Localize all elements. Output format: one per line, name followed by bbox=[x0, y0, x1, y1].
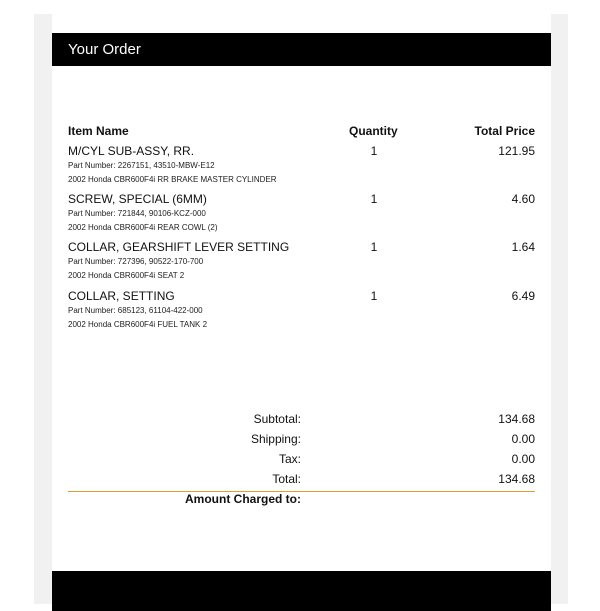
item-fitment: 2002 Honda CBR600F4i REAR COWL (2) bbox=[68, 223, 218, 232]
column-header-item-name: Item Name bbox=[68, 124, 129, 138]
item-part-number: Part Number: 721844, 90106-KCZ-000 bbox=[68, 209, 206, 218]
item-price: 4.60 bbox=[511, 192, 535, 206]
item-name: COLLAR, SETTING bbox=[68, 289, 175, 303]
order-header-bar bbox=[52, 33, 551, 66]
order-item-row bbox=[68, 289, 535, 335]
order-card bbox=[52, 14, 551, 604]
item-part-number: Part Number: 685123, 61104-422-000 bbox=[68, 306, 203, 315]
column-header-total-price: Total Price bbox=[474, 124, 535, 138]
shipping-value: 0.00 bbox=[511, 432, 535, 446]
item-quantity: 1 bbox=[370, 192, 378, 206]
item-quantity: 1 bbox=[370, 144, 378, 158]
item-price: 121.95 bbox=[498, 144, 535, 158]
tax-label: Tax: bbox=[278, 452, 301, 466]
item-fitment: 2002 Honda CBR600F4i RR BRAKE MASTER CYLINDER bbox=[68, 175, 277, 184]
order-title: Your Order bbox=[68, 41, 141, 58]
order-item-row bbox=[68, 144, 535, 190]
column-header-quantity: Quantity bbox=[349, 124, 398, 138]
item-part-number: Part Number: 2267151, 43510-MBW-E12 bbox=[68, 161, 215, 170]
subtotal-label: Subtotal: bbox=[253, 412, 301, 426]
total-value: 134.68 bbox=[498, 472, 535, 486]
amount-charged-label: Amount Charged to: bbox=[185, 492, 301, 506]
item-fitment: 2002 Honda CBR600F4i SEAT 2 bbox=[68, 271, 185, 280]
item-part-number: Part Number: 727396, 90522-170-700 bbox=[68, 257, 204, 266]
tax-value: 0.00 bbox=[511, 452, 535, 466]
total-divider bbox=[68, 491, 535, 492]
item-fitment: 2002 Honda CBR600F4i FUEL TANK 2 bbox=[68, 320, 208, 329]
item-name: M/CYL SUB-ASSY, RR. bbox=[68, 144, 195, 158]
total-label: Total: bbox=[272, 472, 301, 486]
item-quantity: 1 bbox=[370, 289, 378, 303]
item-quantity: 1 bbox=[370, 240, 378, 254]
order-item-row bbox=[68, 240, 535, 286]
order-item-row bbox=[68, 192, 535, 238]
item-price: 6.49 bbox=[511, 289, 535, 303]
next-section-header-bar bbox=[52, 571, 551, 611]
subtotal-value: 134.68 bbox=[498, 412, 535, 426]
item-name: SCREW, SPECIAL (6MM) bbox=[68, 192, 207, 206]
shipping-label: Shipping: bbox=[250, 432, 301, 446]
item-name: COLLAR, GEARSHIFT LEVER SETTING bbox=[68, 240, 290, 254]
item-price: 1.64 bbox=[511, 240, 535, 254]
